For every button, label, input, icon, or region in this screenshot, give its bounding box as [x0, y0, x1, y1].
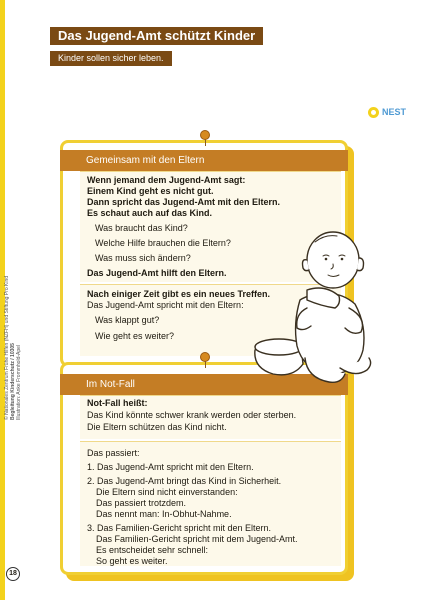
card2-step2-line-1: 2. Das Jugend-Amt bringt das Kind in Sicherheit. [87, 476, 282, 486]
card1-s1-question-1: Was braucht das Kind? [95, 223, 188, 233]
pin2-icon [200, 352, 210, 362]
card1-s1-line-1: Wenn jemand dem Jugend-Amt sagt: [87, 175, 246, 185]
card1-s1-question-3: Was muss sich ändern? [95, 253, 191, 263]
card2-s2-intro: Das passiert: [87, 448, 140, 458]
card2-step1-line-1: 1. Das Jugend-Amt spricht mit den Eltern. [87, 462, 254, 472]
card1-s2-question-2: Wie geht es weiter? [95, 331, 175, 341]
card2-section1 [80, 395, 341, 439]
nest-circle-icon [368, 107, 379, 118]
card2-step2-line-2: Die Eltern sind nicht einverstanden: [96, 487, 238, 497]
page-title: Das Jugend-Amt schützt Kinder [50, 27, 263, 45]
side-line-2: Begleitung Kinderschutz / 10305 [10, 343, 16, 420]
card2-s1-line-2: Das Kind könnte schwer krank werden oder sterben. [87, 410, 297, 420]
card1-s1-line-3: Dann spricht das Jugend-Amt mit den Eltern. [87, 197, 281, 207]
card2-step3-line-2: Das Familien-Gericht spricht mit dem Jugend-Amt. [96, 534, 298, 544]
card2-s1-line-3: Die Eltern schützen das Kind nicht. [87, 422, 227, 432]
side-line-3: Illustration: Anke Frommhold-Apel [16, 344, 22, 420]
card2-step3-line-1: 3. Das Familien-Gericht spricht mit den Eltern. [87, 523, 272, 533]
card2-step2-line-3: Das passiert trotzdem. [96, 498, 187, 508]
pin2-stem [205, 361, 206, 368]
pin1-icon [200, 130, 210, 140]
page-subtitle: Kinder sollen sicher leben. [50, 51, 172, 66]
card1-s2-line-1: Nach einiger Zeit gibt es ein neues Treffen. [87, 289, 271, 299]
page-number: 18 [6, 567, 20, 581]
card2-step3-line-4: So geht es weiter. [96, 556, 168, 566]
card1-header: Gemeinsam mit den Eltern [60, 150, 348, 171]
nest-logo [368, 105, 406, 119]
card2-step3-line-3: Es entscheidet sehr schnell: [96, 545, 209, 555]
card2-step2-line-4: Das nennt man: In-Obhut-Nahme. [96, 509, 232, 519]
card1-s2-question-1: Was klappt gut? [95, 315, 160, 325]
side-line-1: © Nationales Zentrum Frühe Hilfen (NZFH) und Stiftung Pro Kind [4, 275, 10, 420]
nest-logo-text: NEST [382, 107, 407, 117]
card2-section2 [80, 441, 341, 566]
card1-s1-closing: Das Jugend-Amt hilft den Eltern. [87, 268, 227, 278]
card2-s1-line-1: Not-Fall heißt: [87, 398, 148, 408]
side-copyright [4, 276, 22, 420]
card1-s1-line-4: Es schaut auch auf das Kind. [87, 208, 213, 218]
card1-s2-line-2: Das Jugend-Amt spricht mit den Eltern: [87, 300, 244, 310]
card1-s1-question-2: Welche Hilfe brauchen die Eltern? [95, 238, 231, 248]
baby-illustration [245, 228, 375, 393]
card1-s1-line-2: Einem Kind geht es nicht gut. [87, 186, 214, 196]
pin1-stem [205, 139, 206, 146]
card2-header: Im Not-Fall [60, 374, 348, 395]
